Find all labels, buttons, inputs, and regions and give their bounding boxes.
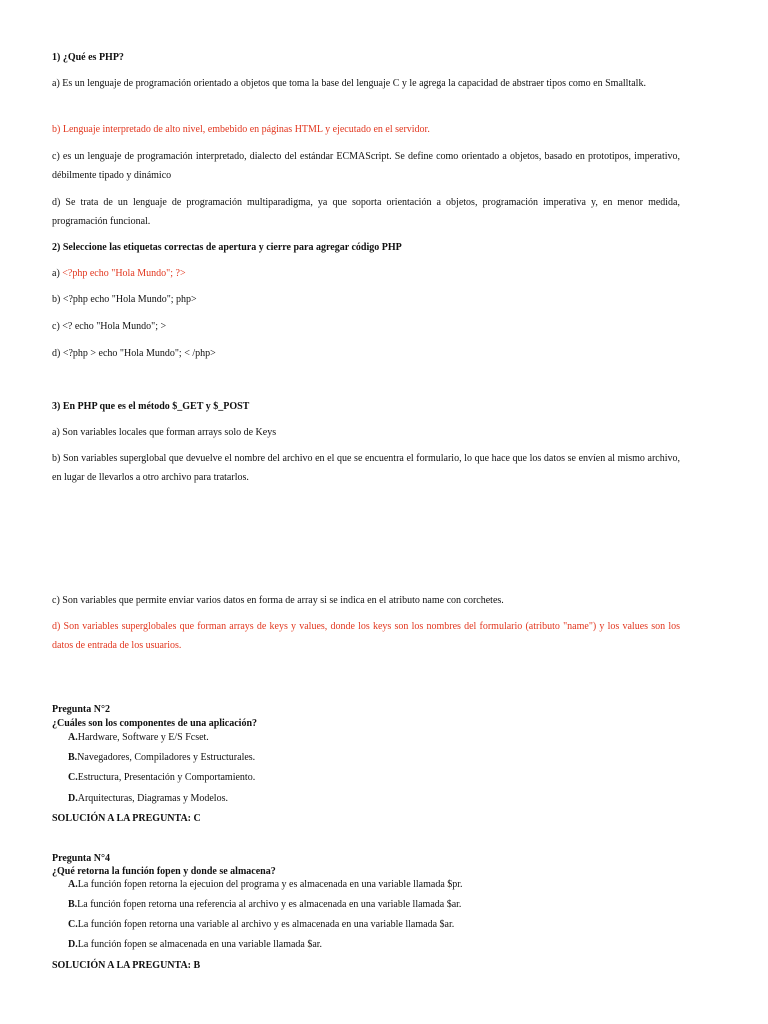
p4-question: ¿Qué retorna la función fopen y donde se almacena?: [52, 866, 276, 877]
option-text: La función fopen retorna la ejecuion del programa y es almacenada en una variable llamada $pr.: [77, 879, 463, 890]
p2-option-a: [68, 728, 668, 747]
q3-option-d-answer: d) Son variables superglobales que forman arrays de keys y values, donde los keys son los nombres del formulario (atributo "name") y los values son los datos de entrada de los usuarios.: [52, 621, 680, 651]
q3-option-c: c) Son variables que permite enviar varios datos en forma de array si se indica en el atributo name con corchetes.: [52, 595, 504, 606]
q1-title: 1) ¿Qué es PHP?: [52, 52, 124, 63]
p4-option-a: [68, 875, 668, 894]
q1-option-d: d) Se trata de un lenguaje de programación multiparadigma, ya que soporta orientación a objetos, programación imperativa y, en menor medida, programación funcional.: [52, 197, 680, 227]
option-letter: B.: [68, 752, 78, 763]
option-letter: D.: [68, 939, 78, 950]
p4-option-c: [68, 915, 668, 934]
q1-option-a: a) Es un lenguaje de programación orientado a objetos que toma la base del lenguaje C y le agrega la capacidad de abstraer tipos como en Smalltalk.: [52, 78, 646, 89]
p2-question: ¿Cuáles son los componentes de una aplicación?: [52, 718, 258, 729]
p2-option-c: [68, 768, 668, 787]
option-letter: C.: [68, 919, 78, 930]
p2-option-d: [68, 789, 668, 808]
option-text: Estructura, Presentación y Comportamiento.: [77, 772, 256, 783]
option-text: La función fopen retorna una referencia al archivo y es almacenada en una variable llamada $ar.: [77, 899, 462, 910]
q2-title: 2) Seleccione las etiquetas correctas de apertura y cierre para agregar código PHP: [52, 242, 402, 253]
option-letter: D.: [68, 793, 78, 804]
q2-option-a-answer: <?php echo "Hola Mundo"; ?>: [62, 268, 186, 279]
p4-option-b: [68, 895, 668, 914]
p2-option-b: [68, 748, 668, 767]
q2-option-a: [52, 264, 680, 283]
q3-title: 3) En PHP que es el método $_GET y $_POST: [52, 401, 250, 412]
q2-option-b: b) <?php echo "Hola Mundo"; php>: [52, 294, 197, 305]
option-text: Hardware, Software y E/S Fcset.: [77, 732, 209, 743]
q2-option-a-prefix: a): [52, 268, 63, 279]
q1-option-c: c) es un lenguaje de programación interpretado, dialecto del estándar ECMAScript. Se define como orientado a objetos, basado en prototipos, imperativo, débilmente tipado y dinámico: [52, 151, 680, 181]
q3-option-a: a) Son variables locales que forman arrays solo de Keys: [52, 427, 277, 438]
option-letter: A.: [68, 732, 78, 743]
option-text: La función fopen se almacenada en una variable llamada $ar.: [77, 939, 323, 950]
p4-solution: SOLUCIÓN A LA PREGUNTA: B: [52, 960, 201, 971]
q3-option-b: b) Son variables superglobal que devuelve el nombre del archivo en el que se encuentra el formulario, lo que hace que los datos se envíen al mismo archivo, en lugar de llevarlos a otro archivo para tratarlos.: [52, 453, 680, 483]
option-letter: B.: [68, 899, 78, 910]
q2-option-d: d) <?php > echo "Hola Mundo"; < /php>: [52, 348, 216, 359]
p4-option-d: [68, 935, 668, 954]
q1-option-b-answer: b) Lenguaje interpretado de alto nivel, embebido en páginas HTML y ejecutado en el servidor.: [52, 124, 430, 135]
p4-heading: Pregunta N°4: [52, 853, 110, 864]
q2-option-c: c) <? echo "Hola Mundo"; >: [52, 321, 167, 332]
option-letter: A.: [68, 879, 78, 890]
option-text: La función fopen retorna una variable al archivo y es almacenada en una variable llamada $ar.: [77, 919, 455, 930]
p2-solution: SOLUCIÓN A LA PREGUNTA: C: [52, 813, 201, 824]
p2-heading: Pregunta N°2: [52, 704, 110, 715]
option-text: Navegadores, Compiladores y Estructurales.: [77, 752, 256, 763]
option-letter: C.: [68, 772, 78, 783]
option-text: Arquitecturas, Diagramas y Modelos.: [77, 793, 228, 804]
